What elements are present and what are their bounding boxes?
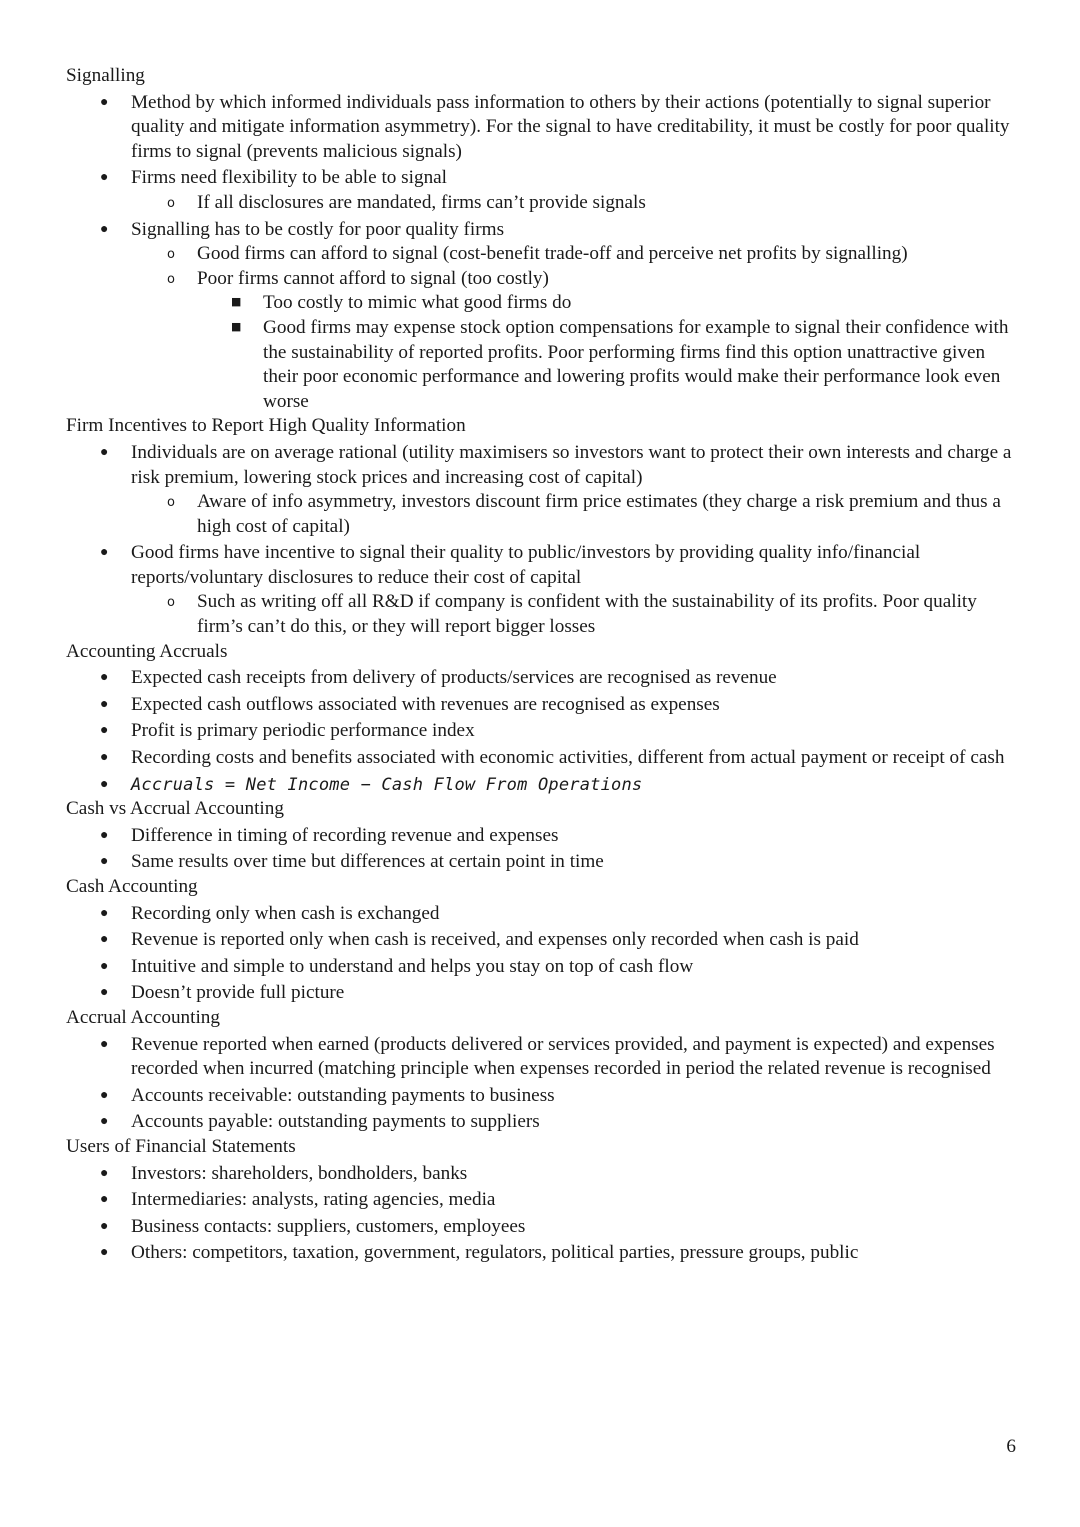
circle-bullet-icon — [167, 243, 175, 268]
circle-bullet-icon — [167, 591, 175, 616]
section-heading: Cash vs Accrual Accounting — [66, 798, 284, 820]
list-item — [66, 316, 1016, 414]
page-number: 6 — [1006, 1436, 1016, 1457]
list-item — [66, 1110, 1016, 1135]
circle-bullet-icon — [167, 491, 175, 516]
list-item-text: Intermediaries: analysts, rating agencies, media — [131, 1189, 496, 1211]
bullet-list — [66, 1033, 1016, 1135]
list-item-text: Good firms can afford to signal (cost-benefit trade-off and perceive net profits by signalling) — [197, 243, 908, 265]
bullet-icon — [100, 824, 108, 849]
list-item-text: Too costly to mimic what good firms do — [263, 292, 572, 314]
bullet-icon — [100, 218, 108, 243]
section-heading: Accounting Accruals — [66, 640, 228, 662]
list-item — [66, 719, 1016, 744]
list-item — [66, 541, 1016, 590]
list-item — [66, 955, 1016, 980]
section-heading: Cash Accounting — [66, 876, 198, 897]
list-item-text: Good firms have incentive to signal their quality to public/investors by providing quality info/financial reports/voluntary disclosures to reduce their cost of capital — [131, 542, 921, 588]
list-item — [66, 1188, 1016, 1213]
list-item-text: Recording costs and benefits associated with economic activities, different from actual payment or receipt of cash — [131, 747, 1005, 769]
list-item-text: Poor firms cannot afford to signal (too costly) — [197, 267, 549, 289]
list-item-text: Good firms may expense stock option compensations for example to signal their confidence with the sustainability of reported profits. Poor performing firms find this option unattractive given their poor economic performance and lowering profits would make their performance look even worse — [263, 316, 1009, 412]
list-item-text: Profit is primary periodic performance index — [131, 720, 475, 742]
square-bullet-icon — [231, 315, 241, 340]
list-item-text: Signalling has to be costly for poor quality firms — [131, 218, 505, 240]
list-item — [66, 824, 1016, 849]
bullet-icon — [100, 91, 108, 116]
list-item — [66, 850, 1016, 875]
square-bullet-icon — [231, 290, 241, 315]
section-heading: Firm Incentives to Report High Quality Information — [66, 415, 466, 437]
bullet-icon — [100, 981, 108, 1006]
accruals-formula: Accruals = Net Income − Cash Flow From Operations — [131, 774, 643, 795]
list-item-text: Revenue is reported only when cash is received, and expenses only recorded when cash is paid — [131, 929, 859, 951]
list-item — [66, 242, 1016, 267]
list-item-text: Individuals are on average rational (utility maximisers so investors want to protect their own interests and charge a risk premium, lowering stock prices and increasing cost of capital) — [131, 441, 1012, 488]
bullet-icon — [100, 1241, 108, 1266]
bullet-list — [66, 91, 1016, 415]
bullet-icon — [100, 1033, 108, 1058]
bullet-icon — [100, 928, 108, 953]
list-item-text: Expected cash outflows associated with revenues are recognised as expenses — [131, 693, 720, 715]
section-heading: Signalling — [66, 65, 145, 86]
bullet-icon — [100, 441, 108, 466]
list-item — [66, 693, 1016, 718]
list-item — [66, 1162, 1016, 1187]
bullet-icon — [100, 166, 108, 191]
list-item — [66, 218, 1016, 243]
list-item-text: Intuitive and simple to understand and helps you stay on top of cash flow — [131, 955, 694, 977]
bullet-icon — [100, 1084, 108, 1109]
bullet-list — [66, 902, 1016, 1006]
list-item-text: Recording only when cash is exchanged — [131, 902, 440, 924]
bullet-icon — [100, 773, 108, 798]
list-item — [66, 1033, 1016, 1082]
bullet-icon — [100, 541, 108, 566]
list-item-text: Accounts receivable: outstanding payments to business — [131, 1084, 555, 1106]
list-item-text: Such as writing off all R&D if company is confident with the sustainability of its profits. Poor quality firm’s can’t do this, or they will report bigger losses — [197, 591, 977, 638]
section-heading: Accrual Accounting — [66, 1006, 220, 1028]
list-item — [66, 666, 1016, 691]
bullet-icon — [100, 1162, 108, 1187]
list-item-text: Expected cash receipts from delivery of products/services are recognised as revenue — [131, 667, 777, 689]
bullet-icon — [100, 850, 108, 875]
list-item-text: Difference in timing of recording revenue and expenses — [131, 824, 559, 846]
list-item — [66, 1084, 1016, 1109]
bullet-icon — [100, 666, 108, 691]
list-item — [66, 590, 1016, 639]
list-item-text: Accounts payable: outstanding payments to suppliers — [131, 1111, 540, 1133]
bullet-list — [66, 666, 1016, 797]
list-item — [66, 91, 1016, 165]
section-heading: Users of Financial Statements — [66, 1135, 296, 1157]
bullet-icon — [100, 1215, 108, 1240]
circle-bullet-icon — [167, 192, 175, 217]
list-item — [66, 441, 1016, 490]
document-page — [66, 64, 1016, 1266]
list-item-text: If all disclosures are mandated, firms can’t provide signals — [197, 191, 646, 213]
list-item — [66, 267, 1016, 292]
bullet-icon — [100, 1110, 108, 1135]
list-item-text: Same results over time but differences at certain point in time — [131, 851, 604, 873]
list-item-text: Aware of info asymmetry, investors discount firm price estimates (they charge a risk premium and thus a high cost of capital) — [197, 491, 1001, 537]
list-item-text: Business contacts: suppliers, customers, employees — [131, 1215, 526, 1237]
bullet-icon — [100, 693, 108, 718]
bullet-icon — [100, 719, 108, 744]
list-item — [66, 773, 1016, 798]
bullet-icon — [100, 955, 108, 980]
list-item — [66, 902, 1016, 927]
list-item-text: Investors: shareholders, bondholders, banks — [131, 1162, 468, 1184]
list-item — [66, 166, 1016, 191]
list-item — [66, 191, 1016, 216]
list-item-text: Method by which informed individuals pass information to others by their actions (potentially to signal superior quality and mitigate information asymmetry). For the signal to have creditability, it must be costly for poor quality firms to signal (prevents malicious signals) — [131, 91, 1010, 162]
list-item — [66, 1241, 1016, 1266]
list-item-text: Firms need flexibility to be able to signal — [131, 167, 448, 189]
list-item — [66, 928, 1016, 953]
list-item — [66, 1215, 1016, 1240]
bullet-list — [66, 1162, 1016, 1266]
list-item — [66, 490, 1016, 539]
bullet-icon — [100, 1188, 108, 1213]
list-item — [66, 291, 1016, 316]
list-item — [66, 746, 1016, 771]
list-item — [66, 981, 1016, 1006]
circle-bullet-icon — [167, 268, 175, 293]
bullet-icon — [100, 902, 108, 927]
list-item-text: Others: competitors, taxation, government, regulators, political parties, pressure groups, public — [131, 1242, 859, 1264]
list-item-text: Revenue reported when earned (products delivered or services provided, and payment is expected) and expenses recorded when incurred (matching principle when expenses recorded in period the related revenue is recognised — [131, 1033, 995, 1080]
bullet-icon — [100, 746, 108, 771]
list-item-text: Doesn’t provide full picture — [131, 982, 345, 1004]
bullet-list — [66, 824, 1016, 875]
bullet-list — [66, 441, 1016, 640]
